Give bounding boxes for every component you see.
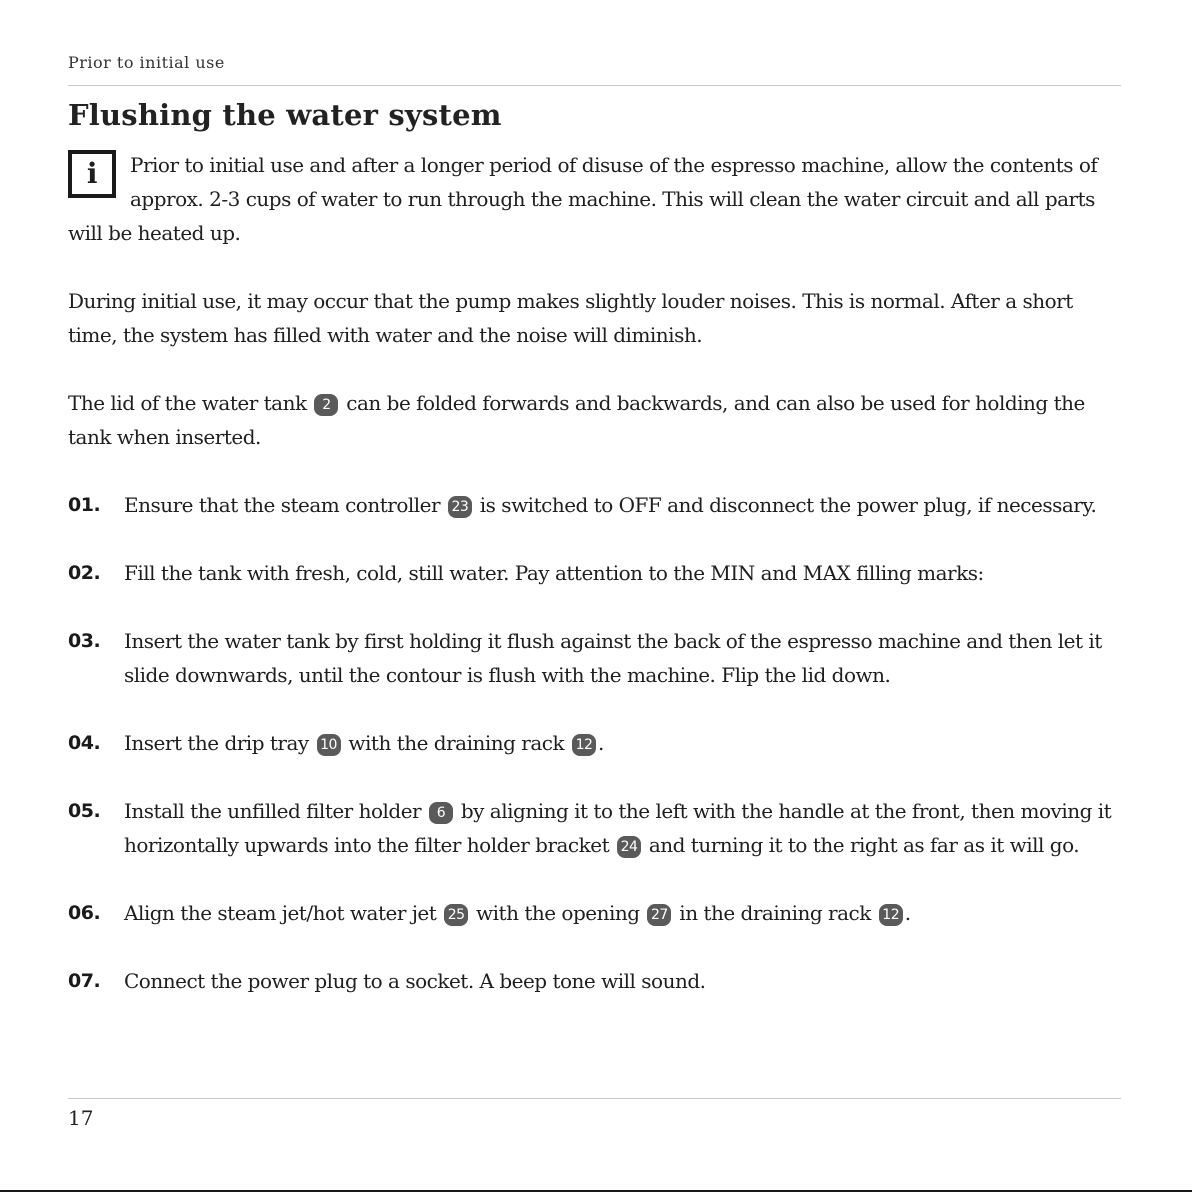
paragraph-pump-noise: During initial use, it may occur that the pump makes slightly louder noises. This is normal. After a short time, the system has filled with water and the noise will diminish.: [68, 289, 1073, 347]
paragraph-tank-lid: [68, 386, 1122, 454]
step-text: [124, 794, 1122, 862]
text-segment: with the opening: [476, 901, 640, 925]
step-item: [68, 964, 1122, 998]
step-number: 02.: [68, 562, 101, 584]
step-item: [68, 556, 1122, 590]
step-text: [124, 488, 1122, 522]
text-segment: by aligning it to the left with the handle at the front, then moving it horizontally upwards into the filter holder bracket: [124, 799, 1112, 857]
part-reference-badge: 24: [617, 836, 641, 858]
step-text: Fill the tank with fresh, cold, still water. Pay attention to the MIN and MAX filling marks:: [124, 561, 984, 585]
step-item: [68, 794, 1122, 862]
step-text: Connect the power plug to a socket. A beep tone will sound.: [124, 969, 706, 993]
step-item: [68, 896, 1122, 930]
text-segment: and turning it to the right as far as it will go.: [648, 833, 1080, 857]
info-icon: i: [68, 150, 116, 198]
step-text: [124, 726, 1122, 760]
text-segment: The lid of the water tank: [68, 391, 307, 415]
info-note: [68, 148, 1122, 250]
header-divider: [68, 85, 1121, 86]
part-reference-badge: 27: [647, 904, 671, 926]
step-item: [68, 488, 1122, 522]
text-segment: Ensure that the steam controller: [124, 493, 441, 517]
step-number: 03.: [68, 630, 101, 652]
step-text: Insert the water tank by first holding it flush against the back of the espresso machine and then let it slide downwards, until the contour is flush with the machine. Flip the lid down.: [124, 629, 1102, 687]
text-segment: Insert the drip tray: [124, 731, 309, 755]
part-reference-badge: 25: [444, 904, 468, 926]
main-content: [68, 148, 1122, 1032]
text-segment: .: [904, 901, 911, 925]
text-segment: can be folded forwards and backwards, and can also be used for holding the tank when inserted.: [68, 391, 1085, 449]
part-reference-badge: 6: [429, 802, 453, 824]
text-segment: Install the unfilled filter holder: [124, 799, 422, 823]
text-segment: with the draining rack: [348, 731, 565, 755]
step-item: [68, 624, 1122, 692]
footer-divider: [68, 1098, 1121, 1099]
part-reference-badge: 12: [572, 734, 596, 756]
page-number: 17: [68, 1106, 94, 1130]
step-number: 06.: [68, 902, 101, 924]
info-text: Prior to initial use and after a longer period of disuse of the espresso machine, allow the contents of approx. 2-3 cups of water to run through the machine. This will clean the water circuit and all parts will be heated up.: [68, 153, 1098, 245]
step-number: 05.: [68, 800, 101, 822]
step-item: [68, 726, 1122, 760]
text-segment: is switched to OFF and disconnect the power plug, if necessary.: [479, 493, 1097, 517]
page-title: Flushing the water system: [68, 98, 502, 132]
step-number: 07.: [68, 970, 101, 992]
step-number: 01.: [68, 494, 101, 516]
text-segment: .: [597, 731, 604, 755]
part-reference-badge: 10: [317, 734, 341, 756]
step-number: 04.: [68, 732, 101, 754]
part-reference-badge: 23: [448, 496, 472, 518]
part-reference-badge: 12: [879, 904, 903, 926]
part-reference-badge: 2: [314, 394, 338, 416]
section-header: Prior to initial use: [68, 53, 225, 72]
step-text: [124, 896, 1122, 930]
text-segment: Align the steam jet/hot water jet: [124, 901, 437, 925]
text-segment: in the draining rack: [679, 901, 871, 925]
